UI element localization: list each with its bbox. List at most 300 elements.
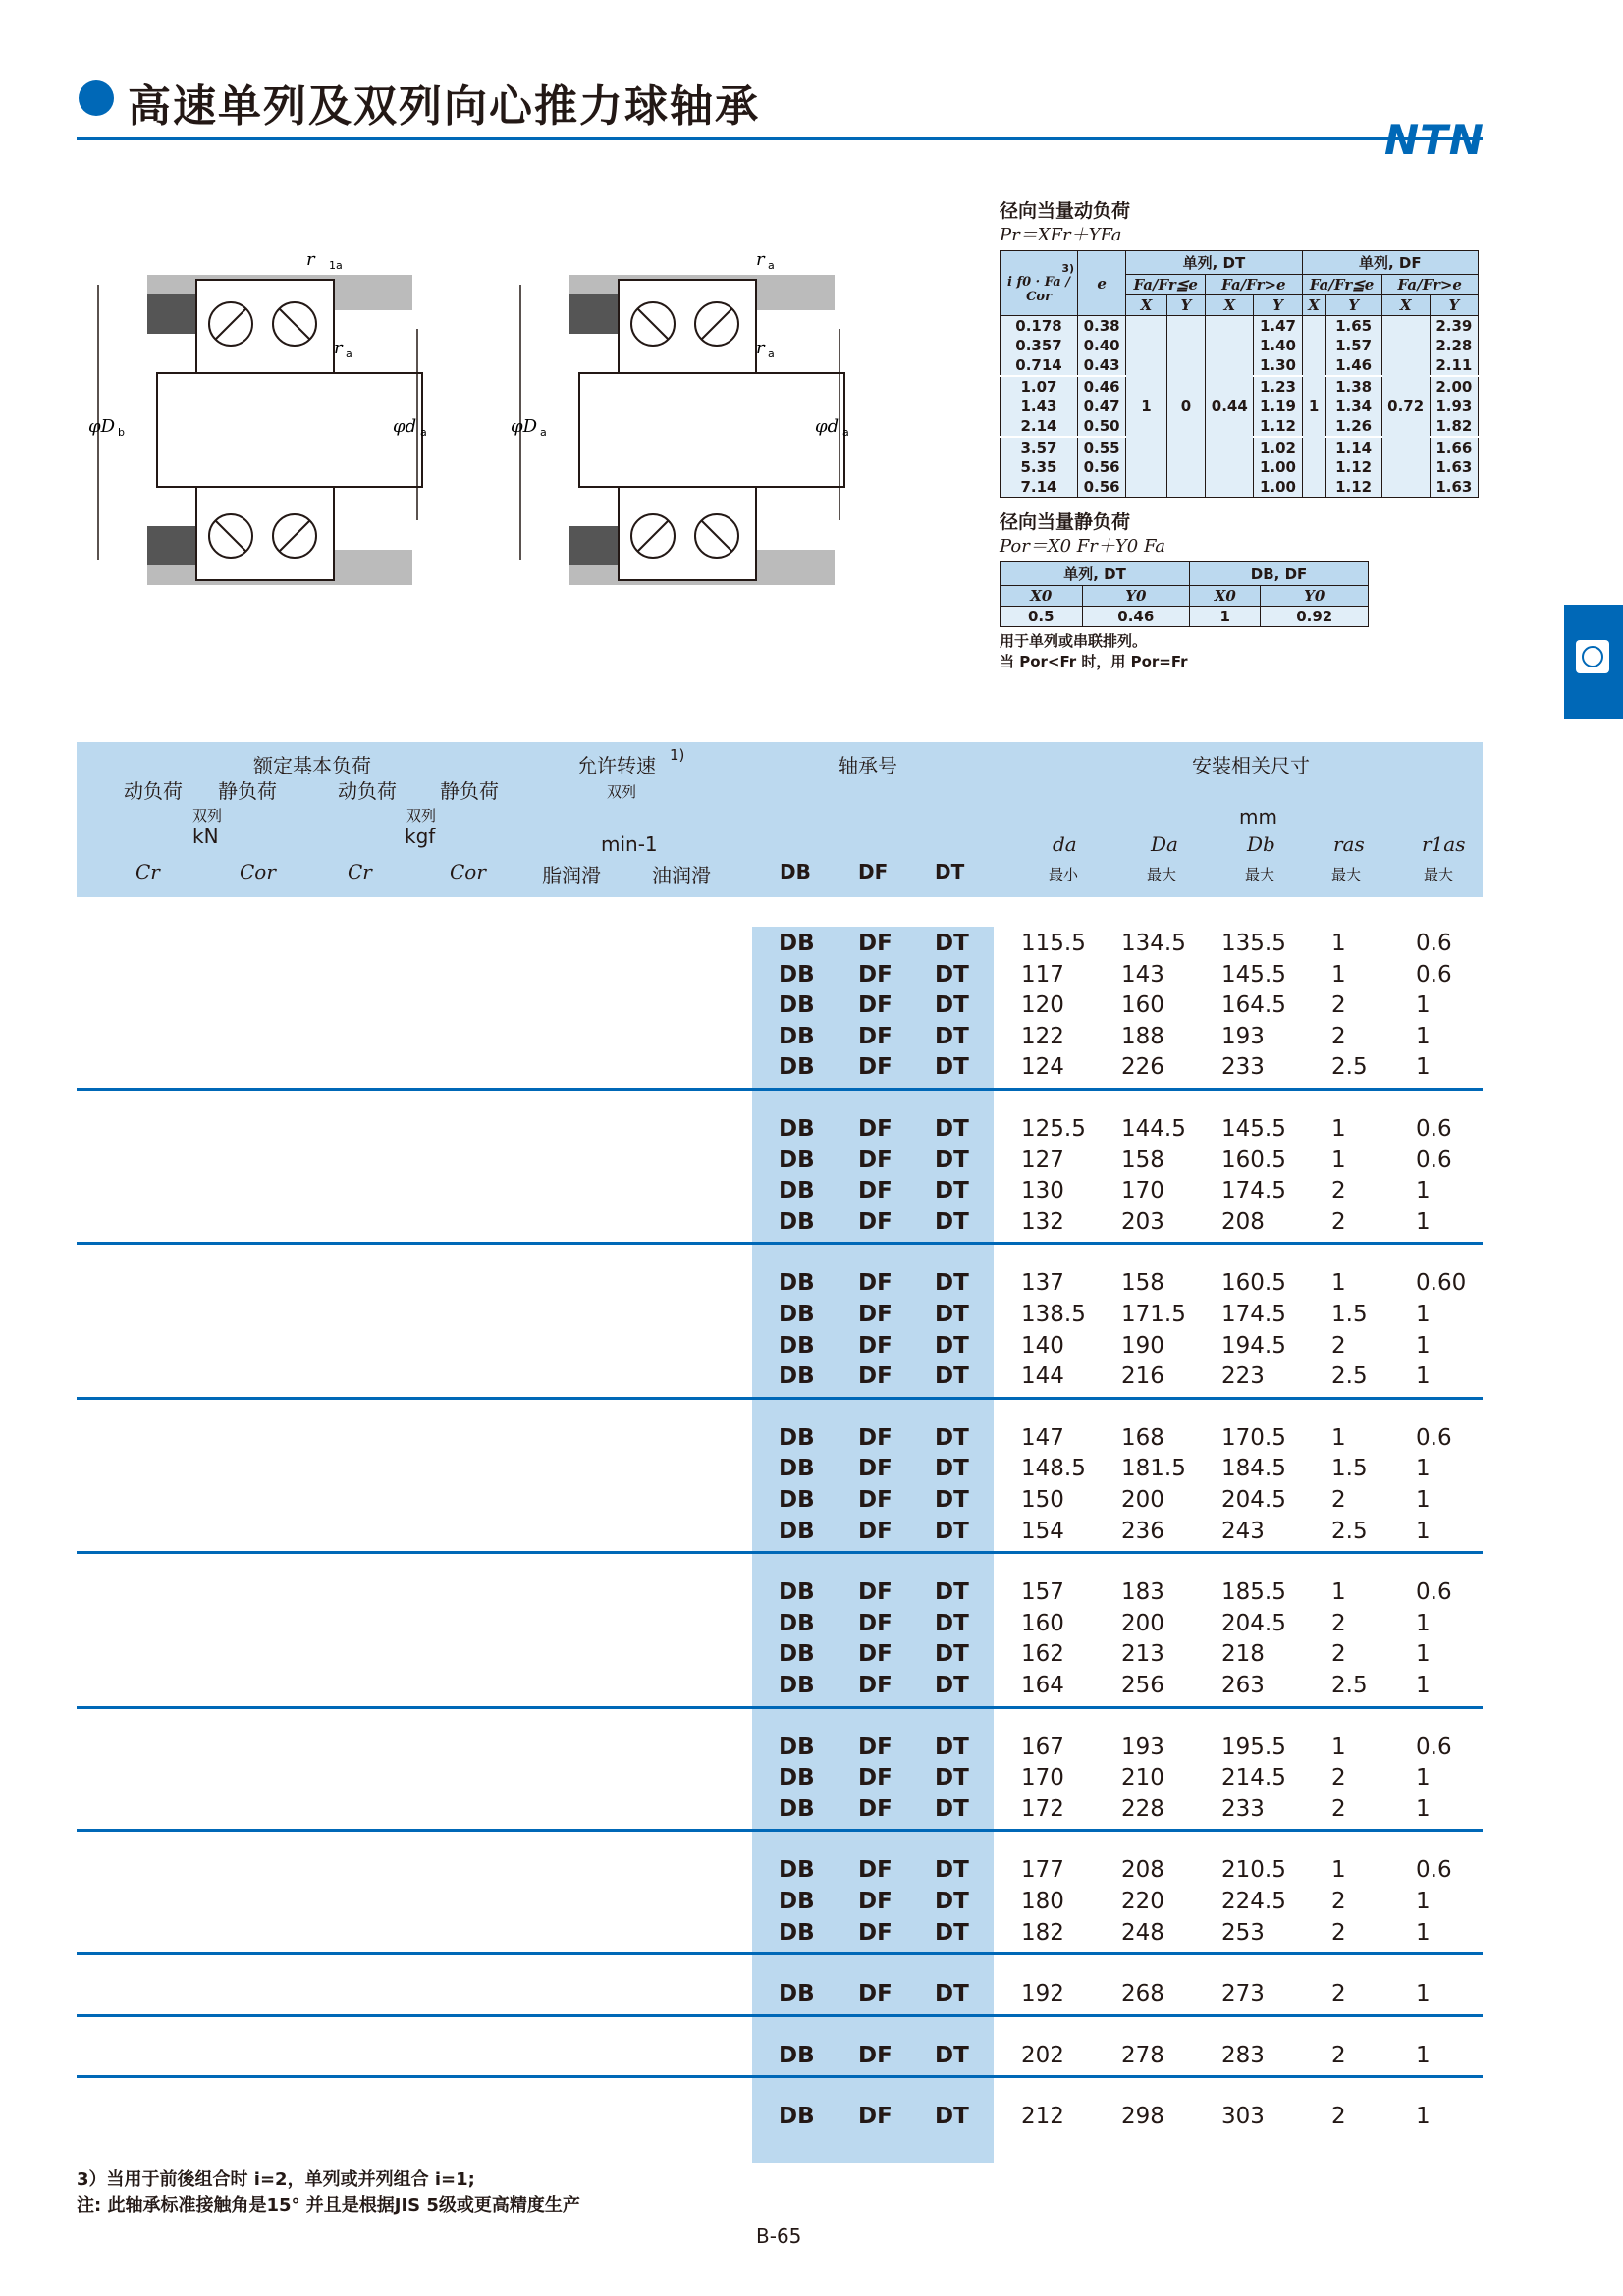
static-note-2: 当 Por<Fr 时，用 Por=Fr: [1000, 653, 1188, 670]
svg-text:a: a: [842, 426, 849, 439]
table-cell: DF: [858, 961, 893, 988]
table-cell: 147: [1021, 1424, 1064, 1451]
table-cell: DT: [935, 1610, 969, 1636]
table-cell: 1: [1416, 2042, 1431, 2068]
table-cell: DF: [858, 1456, 893, 1482]
page-number: B-65: [756, 2224, 802, 2248]
table-cell: 2: [1331, 2104, 1346, 2130]
rated-load-header: 额定基本负荷: [253, 754, 371, 777]
table-cell: 2: [1331, 1208, 1346, 1235]
static-value: 1: [1190, 607, 1261, 627]
table-cell: 0.6: [1416, 961, 1452, 988]
table-cell: 170: [1121, 1178, 1164, 1204]
table-cell: 224.5: [1221, 1889, 1286, 1914]
dynamic-load-formula: Pr＝XFr＋YFa: [1000, 225, 1122, 245]
svg-text:a: a: [420, 426, 427, 439]
table-cell: 1: [1416, 1919, 1431, 1946]
table-cell: 0.60: [1416, 1270, 1467, 1297]
table-cell: 157: [1021, 1579, 1064, 1606]
static-value: 0.5: [1001, 607, 1083, 627]
table-cell: DB: [779, 1302, 815, 1327]
table-cell: 120: [1021, 992, 1064, 1019]
group-separator: [77, 1088, 1483, 1091]
table-cell: DT: [935, 1116, 969, 1142]
table-cell: DB: [779, 931, 815, 956]
table-cell: 170: [1021, 1765, 1064, 1791]
dynamic-load-cell: 3.57: [1001, 437, 1078, 457]
dynamic-load-cell: 1.63: [1430, 457, 1478, 477]
table-cell: DF: [858, 1332, 893, 1359]
table-cell: 145.5: [1221, 1116, 1286, 1142]
table-cell: 164: [1021, 1673, 1064, 1698]
table-cell: DF: [858, 1023, 893, 1049]
table-cell: DT: [935, 1579, 969, 1606]
table-cell: DT: [935, 1424, 969, 1451]
table-cell: DT: [935, 1795, 969, 1822]
table-cell: DT: [935, 1208, 969, 1235]
table-cell: 1: [1416, 1610, 1431, 1636]
table-cell: DB: [779, 1487, 815, 1513]
dynamic-load-cell: 1.00: [1254, 477, 1302, 498]
dynamic-load-cell: 1.82: [1430, 416, 1478, 437]
dynamic-load-cell: 1.14: [1325, 437, 1381, 457]
table-cell: 1: [1331, 1270, 1346, 1297]
dynamic-load-cell: 5.35: [1001, 457, 1078, 477]
table-cell: 145.5: [1221, 961, 1286, 988]
table-cell: 148.5: [1021, 1456, 1086, 1482]
diagram-back-to-back: [88, 226, 432, 599]
table-cell: 2.5: [1331, 1054, 1368, 1081]
svg-text:φd: φd: [393, 416, 417, 437]
dynamic-load-cell: 1.07: [1001, 376, 1078, 397]
table-cell: 243: [1221, 1518, 1265, 1544]
dynamic-load-cell: 0.178: [1001, 316, 1078, 337]
table-cell: 1: [1416, 1487, 1431, 1513]
table-cell: 185.5: [1221, 1579, 1286, 1606]
dynamic-load-table: 3) i f0 · Fa / Cor e 单列, DT 单列, DF Fa/Fr≦e Fa/Fr>e Fa/Fr≦e Fa/Fr>e X Y X Y X Y X Y 0.178 0.38 1 0 0.44 1.47 1 1.65 0.72 2.39 0.357 0.40 1.40 1.57 2.28 0.714 0.43 1.30 1.46 2.11 1.07 0.46 1.23 1.38 2.00 1.43 0.47 1.19 1.34 1.93 2.14 0.50 1.12 1.26 1.82 3.57 0.55 1.02 1.14 1.66 5.35 0.56 1.00 1.12 1.63 7.14 0.56 1.00 1.12 1.63: [1000, 250, 1479, 498]
dynamic-load-cell: 2.00: [1430, 376, 1478, 397]
table-cell: DF: [858, 1857, 893, 1884]
table-cell: DF: [858, 992, 893, 1019]
table-cell: 1: [1416, 1023, 1431, 1049]
table-cell: 194.5: [1221, 1332, 1286, 1359]
dynamic-load-cell: 0.357: [1001, 336, 1078, 355]
table-cell: 263: [1221, 1673, 1265, 1698]
dynamic-load-cell: 1.34: [1325, 397, 1381, 416]
table-cell: 202: [1021, 2042, 1064, 2068]
table-cell: 204.5: [1221, 1487, 1286, 1513]
bearing-number-column-bg: [752, 927, 994, 2163]
group-separator: [77, 1829, 1483, 1832]
table-cell: 182: [1021, 1919, 1064, 1946]
dynamic-load-cell: 1.40: [1254, 336, 1302, 355]
dynamic-load-cell: 1.65: [1325, 316, 1381, 337]
group-separator: [77, 2075, 1483, 2078]
table-cell: DT: [935, 992, 969, 1019]
table-cell: 1: [1331, 931, 1346, 956]
table-cell: DF: [858, 931, 893, 956]
table-cell: DF: [858, 2104, 893, 2130]
table-cell: 2.5: [1331, 1518, 1368, 1544]
table-cell: 172: [1021, 1795, 1064, 1822]
table-cell: DF: [858, 2042, 893, 2068]
table-cell: DF: [858, 1363, 893, 1390]
section-tab: [1564, 605, 1623, 719]
table-cell: 303: [1221, 2104, 1265, 2130]
table-cell: DF: [858, 1610, 893, 1636]
table-cell: 204.5: [1221, 1610, 1286, 1636]
table-cell: 210: [1121, 1765, 1164, 1791]
static-load-table: 单列, DT DB, DF X0 Y0 X0 Y0 0.5 0.46 1 0.92: [1000, 561, 1369, 627]
table-cell: DF: [858, 1981, 893, 2007]
table-cell: 177: [1021, 1857, 1064, 1884]
table-cell: DT: [935, 1641, 969, 1668]
table-cell: DB: [779, 1023, 815, 1049]
dynamic-load-cell: 1.19: [1254, 397, 1302, 416]
table-cell: 1: [1416, 1054, 1431, 1081]
table-cell: 253: [1221, 1919, 1265, 1946]
table-cell: 171.5: [1121, 1302, 1186, 1327]
table-cell: DF: [858, 1641, 893, 1668]
dynamic-load-cell: 0.44: [1206, 316, 1254, 498]
table-cell: 2.5: [1331, 1363, 1368, 1390]
table-cell: DF: [858, 1487, 893, 1513]
table-cell: 160: [1121, 992, 1164, 1019]
table-cell: DB: [779, 1456, 815, 1482]
svg-text:a: a: [540, 426, 547, 439]
table-cell: 192: [1021, 1981, 1064, 2007]
dynamic-load-cell: 1.23: [1254, 376, 1302, 397]
table-cell: 144.5: [1121, 1116, 1186, 1142]
table-cell: DT: [935, 2042, 969, 2068]
dynamic-load-cell: 0.46: [1078, 376, 1126, 397]
table-cell: DB: [779, 1116, 815, 1142]
table-cell: 214.5: [1221, 1765, 1286, 1791]
dynamic-load-row: [1001, 316, 1479, 337]
table-cell: 0.6: [1416, 931, 1452, 956]
table-cell: 212: [1021, 2104, 1064, 2130]
dynamic-load-cell: 0.47: [1078, 397, 1126, 416]
table-cell: DF: [858, 1302, 893, 1327]
svg-text:b: b: [118, 426, 125, 439]
table-cell: 200: [1121, 1610, 1164, 1636]
table-cell: 160: [1021, 1610, 1064, 1636]
table-cell: 273: [1221, 1981, 1265, 2007]
group-separator: [77, 2014, 1483, 2017]
table-cell: DT: [935, 1981, 969, 2007]
table-cell: 162: [1021, 1641, 1064, 1668]
table-cell: DB: [779, 992, 815, 1019]
table-cell: DF: [858, 1270, 893, 1297]
table-cell: DF: [858, 1765, 893, 1791]
table-cell: 0.6: [1416, 1857, 1452, 1884]
table-cell: 2: [1331, 1765, 1346, 1791]
svg-text:a: a: [768, 347, 775, 360]
diagram-face-to-face: [511, 226, 854, 599]
table-cell: 144: [1021, 1363, 1064, 1390]
table-cell: DF: [858, 1147, 893, 1173]
table-cell: DB: [779, 1270, 815, 1297]
table-cell: 1: [1416, 1981, 1431, 2007]
table-cell: 1: [1416, 1332, 1431, 1359]
table-cell: 1: [1331, 961, 1346, 988]
table-cell: DT: [935, 1023, 969, 1049]
table-cell: 2: [1331, 1919, 1346, 1946]
static-value: 0.92: [1261, 607, 1369, 627]
table-cell: DF: [858, 1889, 893, 1914]
table-cell: 228: [1121, 1795, 1164, 1822]
dynamic-load-cell: 2.39: [1430, 316, 1478, 337]
table-cell: 117: [1021, 961, 1064, 988]
table-cell: 167: [1021, 1734, 1064, 1760]
table-cell: DF: [858, 1734, 893, 1760]
svg-text:a: a: [768, 259, 775, 272]
table-cell: 248: [1121, 1919, 1164, 1946]
dynamic-load-cell: 1.46: [1325, 355, 1381, 376]
table-cell: 122: [1021, 1023, 1064, 1049]
table-cell: 2: [1331, 1641, 1346, 1668]
table-cell: 1: [1331, 1734, 1346, 1760]
table-cell: 137: [1021, 1270, 1064, 1297]
group-separator: [77, 1952, 1483, 1955]
dynamic-load-cell: 2.11: [1430, 355, 1478, 376]
table-cell: 188: [1121, 1023, 1164, 1049]
table-cell: 1: [1416, 1178, 1431, 1204]
dynamic-load-cell: 1.12: [1325, 477, 1381, 498]
table-cell: 160.5: [1221, 1147, 1286, 1173]
table-cell: DB: [779, 1673, 815, 1698]
static-note-1: 用于单列或串联排列。: [1000, 632, 1148, 650]
dynamic-load-cell: 1.66: [1430, 437, 1478, 457]
table-cell: DB: [779, 1054, 815, 1081]
dynamic-load-cell: 1.26: [1325, 416, 1381, 437]
table-cell: DT: [935, 1332, 969, 1359]
table-cell: 2: [1331, 2042, 1346, 2068]
table-cell: 160.5: [1221, 1270, 1286, 1297]
table-cell: 226: [1121, 1054, 1164, 1081]
table-cell: DB: [779, 1178, 815, 1204]
dynamic-load-cell: 1.12: [1325, 457, 1381, 477]
table-cell: DT: [935, 1270, 969, 1297]
table-cell: DT: [935, 1302, 969, 1327]
footnotes: [77, 2167, 580, 2218]
dynamic-load-cell: 0: [1166, 316, 1205, 498]
dynamic-load-cell: 7.14: [1001, 477, 1078, 498]
table-cell: 1: [1416, 1518, 1431, 1544]
table-cell: 210.5: [1221, 1857, 1286, 1884]
static-load-formula: Por＝X0 Fr＋Y0 Fa: [1000, 536, 1165, 557]
table-cell: DT: [935, 1456, 969, 1482]
table-cell: DF: [858, 1673, 893, 1698]
table-cell: 2: [1331, 1795, 1346, 1822]
table-cell: DB: [779, 1795, 815, 1822]
table-cell: 2: [1331, 1889, 1346, 1914]
table-cell: 208: [1121, 1857, 1164, 1884]
table-cell: 1: [1416, 2104, 1431, 2130]
table-cell: 134.5: [1121, 931, 1186, 956]
table-cell: 170.5: [1221, 1424, 1286, 1451]
table-cell: DF: [858, 1178, 893, 1204]
footnote-contact-angle: 注: 此轴承标准接触角是15° 并且是根据JIS 5级或更高精度生产: [77, 2195, 580, 2216]
table-cell: 1: [1331, 1116, 1346, 1142]
svg-text:r: r: [756, 338, 765, 358]
table-cell: 0.6: [1416, 1116, 1452, 1142]
table-cell: DT: [935, 931, 969, 956]
dynamic-load-cell: 1: [1302, 316, 1325, 498]
table-cell: 154: [1021, 1518, 1064, 1544]
table-cell: 218: [1221, 1641, 1265, 1668]
title-bullet: [79, 80, 114, 116]
table-cell: DT: [935, 1857, 969, 1884]
dynamic-load-cell: 1: [1126, 316, 1167, 498]
svg-text:φd: φd: [815, 416, 839, 437]
svg-text:r: r: [756, 249, 765, 270]
table-cell: DB: [779, 1610, 815, 1636]
dynamic-load-cell: 1.30: [1254, 355, 1302, 376]
table-cell: 1: [1331, 1857, 1346, 1884]
table-cell: DB: [779, 1765, 815, 1791]
table-cell: 125.5: [1021, 1116, 1086, 1142]
table-cell: 0.6: [1416, 1734, 1452, 1760]
table-cell: DT: [935, 1178, 969, 1204]
dynamic-load-heading: 径向当量动负荷: [1000, 200, 1131, 222]
table-cell: DT: [935, 1054, 969, 1081]
table-cell: 1.5: [1331, 1302, 1368, 1327]
table-cell: 216: [1121, 1363, 1164, 1390]
table-cell: DB: [779, 1919, 815, 1946]
table-cell: 1: [1416, 1208, 1431, 1235]
dynamic-load-cell: 1.02: [1254, 437, 1302, 457]
table-cell: 278: [1121, 2042, 1164, 2068]
table-cell: 220: [1121, 1889, 1164, 1914]
table-cell: DT: [935, 1889, 969, 1914]
svg-text:φD: φD: [511, 416, 538, 437]
table-cell: DB: [779, 1889, 815, 1914]
dynamic-load-cell: 1.00: [1254, 457, 1302, 477]
table-cell: 124: [1021, 1054, 1064, 1081]
table-cell: DB: [779, 1857, 815, 1884]
table-cell: 268: [1121, 1981, 1164, 2007]
table-cell: 158: [1121, 1147, 1164, 1173]
table-cell: DB: [779, 1208, 815, 1235]
table-cell: DF: [858, 1208, 893, 1235]
dynamic-load-cell: 1.47: [1254, 316, 1302, 337]
table-cell: DB: [779, 1579, 815, 1606]
dynamic-load-cell: 0.40: [1078, 336, 1126, 355]
table-cell: 1: [1331, 1579, 1346, 1606]
table-cell: 135.5: [1221, 931, 1286, 956]
table-cell: 236: [1121, 1518, 1164, 1544]
table-cell: 140: [1021, 1332, 1064, 1359]
table-cell: 223: [1221, 1363, 1265, 1390]
dynamic-load-cell: 0.43: [1078, 355, 1126, 376]
table-cell: DT: [935, 1487, 969, 1513]
dynamic-load-cell: 0.50: [1078, 416, 1126, 437]
table-cell: 233: [1221, 1054, 1265, 1081]
table-cell: DT: [935, 1518, 969, 1544]
table-cell: 213: [1121, 1641, 1164, 1668]
group-separator: [77, 1397, 1483, 1400]
table-cell: 127: [1021, 1147, 1064, 1173]
table-cell: 1: [1416, 1795, 1431, 1822]
dynamic-load-cell: 1.43: [1001, 397, 1078, 416]
table-cell: 2.5: [1331, 1673, 1368, 1698]
table-cell: 1: [1416, 1456, 1431, 1482]
dynamic-load-cell: 0.56: [1078, 477, 1126, 498]
table-cell: DF: [858, 1795, 893, 1822]
table-cell: 1: [1416, 1889, 1431, 1914]
table-cell: 1: [1416, 1363, 1431, 1390]
load-formula-panel: [1000, 196, 1479, 672]
svg-text:φD: φD: [88, 416, 116, 437]
label-r1a: r: [306, 249, 315, 270]
table-cell: DB: [779, 1147, 815, 1173]
dynamic-load-cell: 1.57: [1325, 336, 1381, 355]
group-separator: [77, 1242, 1483, 1245]
dynamic-load-cell: 0.55: [1078, 437, 1126, 457]
mounting-header: 安装相关尺寸: [1192, 754, 1310, 777]
table-cell: 298: [1121, 2104, 1164, 2130]
speed-header: 允许转速: [577, 754, 656, 777]
table-cell: DT: [935, 1363, 969, 1390]
table-cell: 1: [1416, 1673, 1431, 1698]
table-cell: 115.5: [1021, 931, 1086, 956]
table-cell: DF: [858, 1919, 893, 1946]
table-cell: 190: [1121, 1332, 1164, 1359]
table-cell: 158: [1121, 1270, 1164, 1297]
dynamic-load-cell: 2.14: [1001, 416, 1078, 437]
title-rule: [77, 137, 1483, 140]
table-cell: 2: [1331, 992, 1346, 1019]
dynamic-load-cell: 1.93: [1430, 397, 1478, 416]
table-cell: 193: [1121, 1734, 1164, 1760]
table-cell: 256: [1121, 1673, 1164, 1698]
table-cell: 1: [1331, 1147, 1346, 1173]
svg-text:r: r: [334, 338, 343, 358]
table-cell: DB: [779, 1363, 815, 1390]
bearing-no-header: 轴承号: [839, 754, 897, 777]
table-cell: 150: [1021, 1487, 1064, 1513]
dynamic-load-rows: [1001, 316, 1479, 498]
table-cell: 1: [1416, 1302, 1431, 1327]
table-cell: 2: [1331, 1178, 1346, 1204]
table-cell: DT: [935, 2104, 969, 2130]
table-cell: 138.5: [1021, 1302, 1086, 1327]
bearing-icon: [1576, 640, 1609, 673]
table-cell: 1: [1416, 1765, 1431, 1791]
table-cell: 1: [1416, 992, 1431, 1019]
table-cell: DT: [935, 1919, 969, 1946]
table-cell: DB: [779, 1981, 815, 2007]
table-cell: 0.6: [1416, 1579, 1452, 1606]
table-cell: 233: [1221, 1795, 1265, 1822]
table-cell: DF: [858, 1579, 893, 1606]
table-cell: 195.5: [1221, 1734, 1286, 1760]
table-cell: DB: [779, 1332, 815, 1359]
table-cell: 193: [1221, 1023, 1265, 1049]
table-cell: 2: [1331, 1610, 1346, 1636]
table-cell: DT: [935, 1673, 969, 1698]
table-cell: 1: [1331, 1424, 1346, 1451]
dynamic-load-cell: 2.28: [1430, 336, 1478, 355]
footnote-3: 3）当用于前後组合时 i=2，单列或并列组合 i=1;: [77, 2169, 475, 2190]
table-cell: 208: [1221, 1208, 1265, 1235]
table-cell: DB: [779, 1424, 815, 1451]
group-separator: [77, 1706, 1483, 1709]
table-cell: 0.6: [1416, 1147, 1452, 1173]
table-cell: 203: [1121, 1208, 1164, 1235]
table-cell: 174.5: [1221, 1302, 1286, 1327]
